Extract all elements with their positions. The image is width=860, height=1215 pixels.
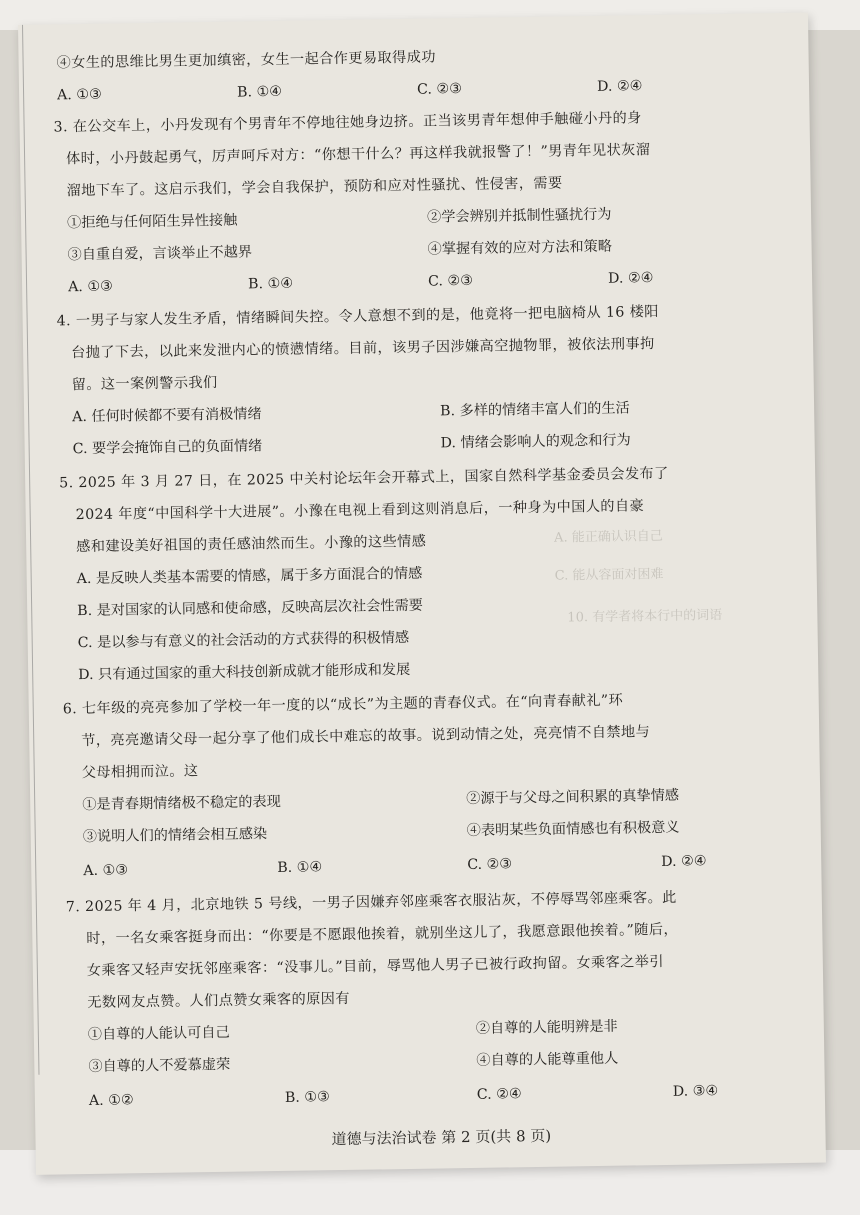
page-footer: 道德与法治试卷 第 2 页(共 8 页) (331, 1126, 552, 1149)
q5-stem: 感和建设美好祖国的责任感油然而生。小豫的这些情感 (76, 533, 427, 556)
q6-stem: 父母相拥而泣。这 (81, 763, 199, 782)
q4-stem: 4. 一男子与家人发生矛盾，情绪瞬间失控。令人意想不到的是，他竟将一把电脑椅从 16 楼阳 (56, 303, 659, 330)
q5-option-a: A. 是反映人类基本需要的情感，属于多方面混合的情感 (76, 565, 423, 588)
q6-option-a: A. ①③ (83, 862, 129, 880)
q6-option-b: B. ①④ (277, 859, 323, 877)
q3-option-d: D. ②④ (607, 270, 654, 287)
q7-stem: 7. 2025 年 4 月，北京地铁 5 号线，一男子因嫌弃邻座乘客衣服沾灰，不停辱骂邻座乘客。此 (65, 889, 677, 916)
exam-page (18, 13, 826, 1175)
q7-stem: 时，一名女乘客挺身而出：“你要是不愿跟他挨着，就别坐这儿了，我愿意跟他挨着。”随后， (86, 921, 679, 948)
q3-item-3: ③自重自爱，言谈举止不越界 (67, 244, 253, 264)
q2-option-a: A. ①③ (56, 86, 102, 104)
q2-option-b: B. ①④ (236, 83, 283, 101)
q3-stem: 3. 在公交车上，小丹发现有个男青年不停地往她身边挤。正当该男青年想伸手触碰小丹的身 (53, 110, 642, 136)
bleed-through-text: 10. 有学者将本行中的词语 (567, 608, 723, 626)
q5-stem: 2024 年度“中国科学十大进展”。小豫在电视上看到这则消息后，一种身为中国人的自豪 (75, 498, 645, 524)
q6-stem: 6. 七年级的亮亮参加了学校一年一度的以“成长”为主题的青春仪式。在“向青春献礼”环 (62, 692, 624, 718)
q3-option-b: B. ①④ (247, 275, 294, 293)
q4-option-b: B. 多样的情绪丰富人们的生活 (439, 400, 630, 420)
bleed-through-text: A. 能正确认识自己 (554, 528, 663, 546)
q2-option-c: C. ②③ (416, 81, 462, 98)
q6-item-4: ④表明某些负面情感也有积极意义 (466, 819, 680, 840)
page-margin-line (22, 25, 39, 1075)
q3-stem: 体时，小丹鼓起勇气，厉声呵斥对方：“你想干什么？再这样我就报警了！”男青年见状灰溜 (65, 142, 651, 168)
q4-option-c: C. 要学会掩饰自己的负面情绪 (72, 438, 263, 458)
q2-option-d: D. ②④ (596, 78, 643, 95)
q6-option-d: D. ②④ (661, 853, 707, 870)
q7-option-d: D. ③④ (672, 1083, 719, 1100)
q6-item-1: ①是青春期情绪极不稳定的表现 (82, 793, 282, 814)
q4-option-a: A. 任何时候都不要有消极情绪 (72, 406, 262, 426)
q7-item-1: ①自尊的人能认可自己 (87, 1024, 230, 1044)
q3-option-c: C. ②③ (427, 272, 474, 290)
q4-stem: 台抛了下去，以此来发泄内心的愤懑情绪。目前，该男子因涉嫌高空抛物罪，被依法刑事拘 (71, 336, 655, 362)
q3-item-2: ②学会辨别并抵制性骚扰行为 (426, 206, 612, 226)
q7-stem: 女乘客又轻声安抚邻座乘客：“没事儿。”目前，辱骂他人男子已被行政拘留。女乘客之举引 (86, 953, 665, 980)
q6-option-c: C. ②③ (467, 856, 513, 874)
q5-option-d: D. 只有通过国家的重大科技创新成就才能形成和发展 (78, 661, 411, 684)
q7-item-4: ④自尊的人能尊重他人 (476, 1050, 619, 1069)
q6-stem: 节，亮亮邀请父母一起分享了他们成长中难忘的故事。说到动情之处，亮亮情不自禁地与 (81, 724, 651, 750)
q7-option-b: B. ①③ (284, 1089, 330, 1106)
q6-item-3: ③说明人们的情绪会相互感染 (82, 826, 268, 846)
q7-item-2: ②自尊的人能明辨是非 (475, 1018, 618, 1037)
q3-item-1: ①拒绝与任何陌生异性接触 (66, 212, 238, 232)
q2-item-4: ④女生的思维比男生更加缜密，女生一起合作更易取得成功 (56, 49, 436, 72)
q4-option-d: D. 情绪会影响人的观念和行为 (440, 432, 631, 452)
q7-option-a: A. ①② (88, 1092, 134, 1110)
q5-stem: 5. 2025 年 3 月 27 日，在 2025 中关村论坛年会开幕式上，国家自然科学基金委员会发布了 (59, 465, 669, 492)
q3-option-a: A. ①③ (67, 278, 113, 296)
q5-option-b: B. 是对国家的认同感和使命感，反映高层次社会性需要 (77, 597, 424, 620)
q3-item-4: ④掌握有效的应对方法和策略 (427, 238, 613, 258)
q3-stem: 溜地下车了。这启示我们，学会自我保护，预防和应对性骚扰、性侵害，需要 (66, 175, 563, 200)
q7-stem: 无数网友点赞。人们点赞女乘客的原因有 (87, 990, 351, 1012)
q7-item-3: ③自尊的人不爱慕虚荣 (88, 1056, 231, 1076)
q7-option-c: C. ②④ (476, 1086, 522, 1103)
bleed-through-text: C. 能从容面对困难 (554, 566, 664, 584)
q6-item-2: ②源于与父母之间积累的真挚情感 (466, 787, 680, 808)
q5-option-c: C. 是以参与有意义的社会活动的方式获得的积极情感 (77, 629, 410, 652)
q4-stem: 留。这一案例警示我们 (71, 374, 218, 394)
